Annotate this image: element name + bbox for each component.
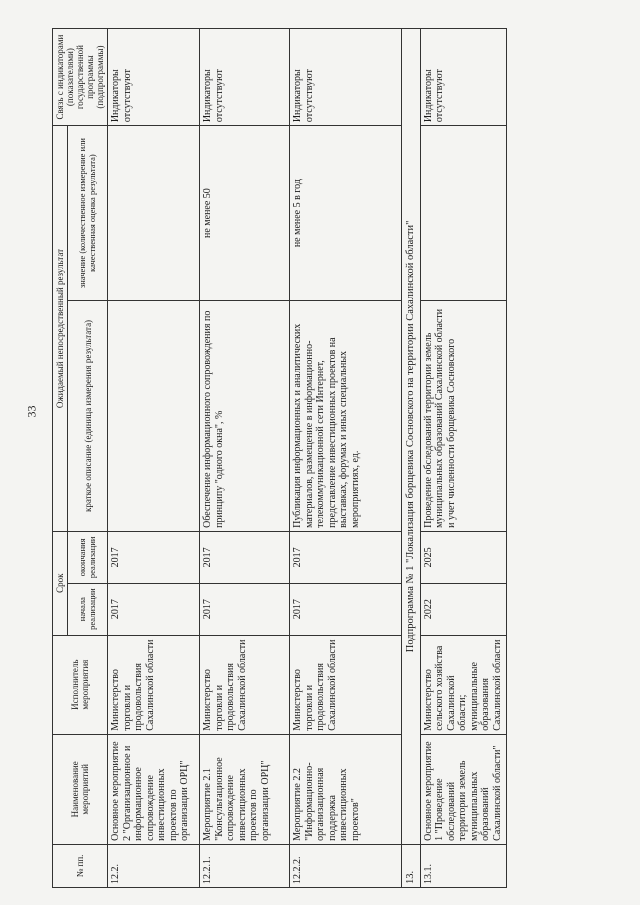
row-desc: Обеспечение информационного сопровождения по принципу "одного окна", % bbox=[200, 300, 290, 531]
row-start: 2017 bbox=[200, 583, 290, 635]
row-name: Основное мероприятие 1 "Проведение обследований территории земель муниципальных образований Сахалинской области" bbox=[420, 734, 506, 844]
row-desc: Публикация информационных и аналитических материалов, размещение в информационно-телекоммуникационной сети Интернет, представление инвестиционных проектов на выставках, форумах и иных специальных мероприятиях, ед. bbox=[290, 300, 402, 531]
row-link: Индикаторы отсутствуют bbox=[108, 29, 200, 126]
header-row-1 bbox=[53, 29, 68, 888]
row-name: Основное мероприятие 2 "Организационное и информационное сопровождение инвестиционных проектов по организации ОРЦ" bbox=[108, 734, 200, 844]
row-link: Индикаторы отсутствуют bbox=[290, 29, 402, 126]
measures-table bbox=[52, 28, 507, 888]
row-name: Мероприятие 2.1 "Консультационное сопровождение инвестиционных проектов по организации ОРЦ" bbox=[200, 734, 290, 844]
header-result: Ожидаемый непосредственный результат bbox=[53, 126, 68, 532]
row-num: 12.2. bbox=[108, 844, 200, 887]
row-desc: Проведение обследований территории земель муниципальных образований Сахалинской области и учет численности борщевика Сосновского bbox=[420, 300, 506, 531]
subprogram-num: 13. bbox=[402, 844, 421, 887]
row-executor: Министерство торговли и продовольствия Сахалинской области bbox=[290, 635, 402, 734]
header-link: Связь с индикаторами (показателями) государственной программы (подпрограммы) bbox=[53, 29, 108, 126]
row-end: 2025 bbox=[420, 531, 506, 583]
row-num: 13.1. bbox=[420, 844, 506, 887]
row-value bbox=[420, 126, 506, 301]
row-end: 2017 bbox=[290, 531, 402, 583]
row-value bbox=[108, 126, 200, 301]
table-row bbox=[290, 29, 402, 888]
row-start: 2017 bbox=[108, 583, 200, 635]
table-row bbox=[108, 29, 200, 888]
page-number: 33 bbox=[24, 405, 39, 418]
header-executor: Исполнитель мероприятия bbox=[53, 635, 108, 734]
table-row bbox=[420, 29, 506, 888]
row-end: 2017 bbox=[108, 531, 200, 583]
subprogram-title: Подпрограмма № 1 "Локализация борщевика Сосновского на территории Сахалинской области" bbox=[402, 29, 421, 845]
row-start: 2017 bbox=[290, 583, 402, 635]
header-name: Наименование мероприятий bbox=[53, 734, 108, 844]
table-row bbox=[200, 29, 290, 888]
row-executor: Министерство торговли и продовольствия Сахалинской области bbox=[200, 635, 290, 734]
row-link: Индикаторы отсутствуют bbox=[200, 29, 290, 126]
header-result-desc: краткое описание (единица измерения результата) bbox=[68, 300, 108, 531]
row-num: 12.2.1. bbox=[200, 844, 290, 887]
row-start: 2022 bbox=[420, 583, 506, 635]
row-end: 2017 bbox=[200, 531, 290, 583]
row-num: 12.2.2. bbox=[290, 844, 402, 887]
header-term: Срок bbox=[53, 531, 68, 635]
header-result-value: значение (количественное измерение или качественная оценка результата) bbox=[68, 126, 108, 301]
header-term-end: окончания реализации bbox=[68, 531, 108, 583]
rotated-table-wrapper bbox=[52, 28, 617, 888]
header-num: № пп. bbox=[53, 844, 108, 887]
row-name: Мероприятие 2.2 "Информационно-организационная поддержка инвестиционных проектов" bbox=[290, 734, 402, 844]
row-link: Индикаторы отсутствуют bbox=[420, 29, 506, 126]
row-desc bbox=[108, 300, 200, 531]
subprogram-row bbox=[402, 29, 421, 888]
row-executor: Министерство торговли и продовольствия Сахалинской области bbox=[108, 635, 200, 734]
row-value: не менее 50 bbox=[200, 126, 290, 301]
row-executor: Министерство сельского хозяйства Сахалинской области; муниципальные образования Сахалинской области bbox=[420, 635, 506, 734]
header-term-start: начала реализации bbox=[68, 583, 108, 635]
row-value: не менее 5 в год bbox=[290, 126, 402, 301]
